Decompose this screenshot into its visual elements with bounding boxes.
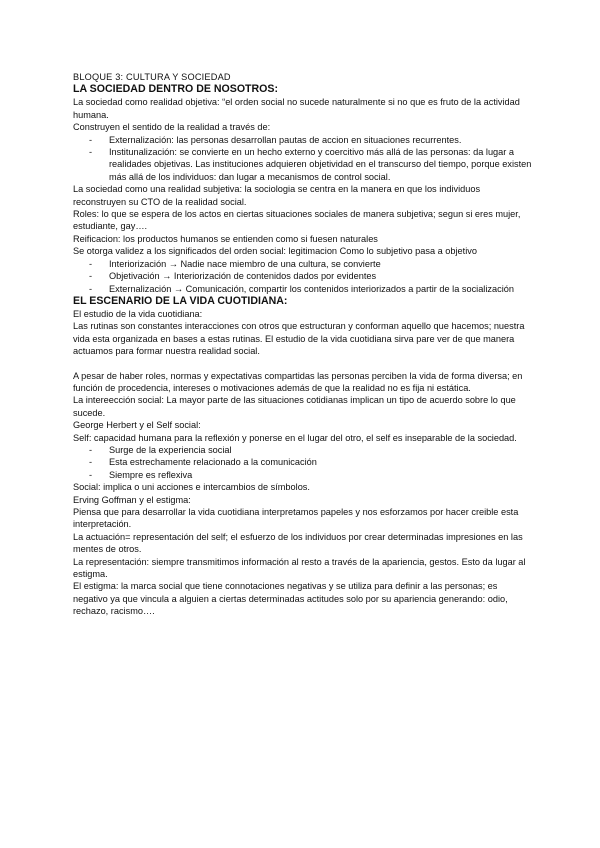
list-item: - Siempre es reflexiva — [73, 469, 533, 481]
paragraph: La representación: siempre transmitimos información al resto a través de la apariencia, gestos. Esto da lugar al estigma. — [73, 556, 526, 580]
bullet-list — [73, 134, 533, 184]
paragraph: Construyen el sentido de la realidad a través de: — [73, 122, 271, 133]
paragraph: La intereección social: La mayor parte de las situaciones cotidianas implican un tipo de acuerdo sobre lo que sucede. — [73, 395, 516, 418]
paragraph: Self: capacidad humana para la reflexión y ponerse en el lugar del otro, el self es inseparable de la sociedad. — [73, 432, 517, 443]
block-header: BLOQUE 3: CULTURA Y SOCIEDAD — [73, 72, 231, 82]
paragraph: El estigma: la marca social que tiene connotaciones negativas y se utiliza para definir a las personas; es negativo ya que vincula a alguien a ciertas determinadas actitudes solo por su apariencia generando: odio, rechazo, racismo…. — [73, 581, 508, 617]
bullet-list — [73, 258, 533, 295]
document-page — [73, 71, 533, 618]
paragraph: Se otorga validez a los significados del orden social: legitimacion Como lo subjetivo pasa a objetivo — [73, 246, 477, 257]
paragraph: Las rutinas son constantes interacciones con otros que estructuran y conforman aquello que hacemos; nuestra vida esta organizada en bases a estas rutinas. El estudio de la vida cuotidiana sirva pare ver de que manera actuamos para formar nuestra realidad social. — [73, 321, 525, 357]
list-item: - Externalización → Comunicación, compartir los contenidos interiorizados a partir de la socialización — [73, 283, 533, 295]
paragraph: Erving Goffman y el estigma: — [73, 494, 191, 505]
paragraph: El estudio de la vida cuotidiana: — [73, 308, 203, 319]
section-title-vida-cuotidiana: EL ESCENARIO DE LA VIDA CUOTIDIANA: — [73, 294, 288, 307]
paragraph: La sociedad como una realidad subjetiva: la sociologia se centra en la manera en que los individuos reconstruyen su CTO de la realidad social. — [73, 184, 481, 207]
list-item: - Esta estrechamente relacionado a la comunicación — [73, 456, 533, 468]
list-item: - Interiorización → Nadie nace miembro de una cultura, se convierte — [73, 258, 533, 270]
section-title-sociedad: LA SOCIEDAD DENTRO DE NOSOTROS: — [73, 83, 279, 96]
paragraph: Roles: lo que se espera de los actos en ciertas situaciones sociales de manera subjetiva; segun si eres mujer, estudiante, gay…. — [73, 209, 521, 232]
blank-line — [73, 358, 533, 370]
paragraph: George Herbert y el Self social: — [73, 420, 201, 431]
paragraph: La actuación= representación del self; el esfuerzo de los individuos por crear determinadas impresiones en las mentes de otros. — [73, 531, 523, 555]
list-item: - Objetivación → Interiorización de contenidos dados por evidentes — [73, 270, 533, 282]
list-item: - Institunalización: se convierte en un hecho externo y coercitivo más allá de las personas: da lugar a realidades objetivas. Las instituciones adquieren objetividad en el transcurso del tiempo, porque existen más allá de los individuos: dan lugar a mecanismos de control social. — [73, 146, 533, 183]
paragraph: A pesar de haber roles, normas y expectativas compartidas las personas perciben la vida de forma diversa; en función de procedencia, intereses o motivaciones además de que la realidad no es fija ni estática. — [73, 370, 523, 393]
bullet-list — [73, 444, 533, 481]
paragraph: La sociedad como realidad objetiva: “el orden social no sucede naturalmente si no que es fruto de la actividad humana. — [73, 97, 520, 120]
list-item: - Externalización: las personas desarrollan pautas de accion en situaciones recurrentes. — [73, 134, 533, 146]
list-item: - Surge de la experiencia social — [73, 444, 533, 456]
paragraph: Piensa que para desarrollar la vida cuotidiana interpretamos papeles y nos esforzamos por hacer creible esta interpretación. — [73, 507, 519, 530]
paragraph: Reificacion: los productos humanos se entienden como si fuesen naturales — [73, 233, 378, 244]
paragraph: Social: implica o uni acciones e intercambios de símbolos. — [73, 482, 310, 493]
